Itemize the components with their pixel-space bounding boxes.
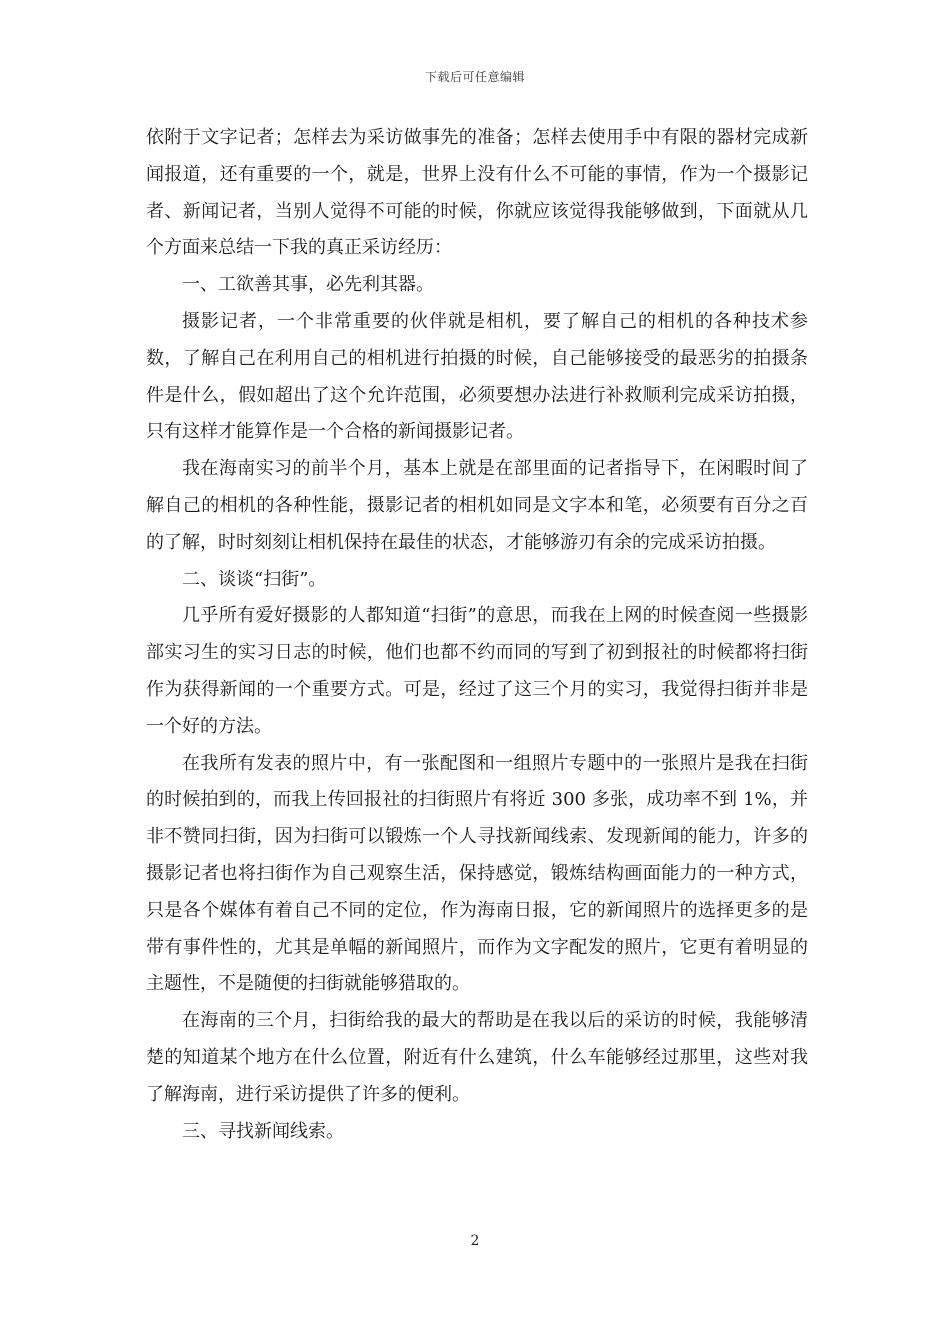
paragraph: 我在海南实习的前半个月，基本上就是在部里面的记者指导下，在闲暇时间了解自己的相机的各种性能，摄影记者的相机如同是文字本和笔，必须要有百分之百的了解，时时刻刻让相机保持在最佳的状态，才能够游刃有余的完成采访拍摄。 [146, 458, 808, 553]
section-heading-3: 三、寻找新闻线索。 [182, 1120, 344, 1142]
document-body [146, 120, 808, 1150]
section-heading-1: 一、工欲善其事，必先利其器。 [182, 274, 434, 296]
paragraph: 在我所有发表的照片中，有一张配图和一组照片专题中的一张照片是我在扫街的时候拍到的，而我上传回报社的扫街照片有将近 300 多张，成功率不到 1%，并非不赞同扫街，因为扫街可以锻炼一个人寻找新闻线索、发现新闻的能力，许多的摄影记者也将扫街作为自己观察生活，保持感觉，锻炼结构画面能力的一种方式，只是各个媒体有着自己不同的定位，作为海南日报，它的新闻照片的选择更多的是带有事件性的，尤其是单幅的新闻照片，而作为文字配发的照片，它更有着明显的主题性，不是随便的扫街就能够猎取的。 [146, 752, 808, 995]
page-number: 2 [470, 1233, 480, 1249]
section-heading-2: 二、谈谈“扫街”。 [182, 568, 327, 590]
paragraph-continuation: 依附于文字记者；怎样去为采访做事先的准备；怎样去使用手中有限的器材完成新闻报道，还有重要的一个，就是，世界上没有什么不可能的事情，作为一个摄影记者、新闻记者，当别人觉得不可能的时候，你就应该觉得我能够做到，下面就从几个方面来总结一下我的真正采访经历： [146, 127, 808, 259]
paragraph: 在海南的三个月，扫街给我的最大的帮助是在我以后的采访的时候，我能够清楚的知道某个地方在什么位置，附近有什么建筑，什么车能够经过那里，这些对我了解海南，进行采访提供了许多的便利。 [146, 1010, 808, 1105]
paragraph: 摄影记者，一个非常重要的伙伴就是相机，要了解自己的相机的各种技术参数，了解自己在利用自己的相机进行拍摄的时候，自己能够接受的最恶劣的拍摄条件是什么，假如超出了这个允许范围，必须要想办法进行补救顺利完成采访拍摄，只有这样才能算作是一个合格的新闻摄影记者。 [146, 310, 808, 443]
paragraph: 几乎所有爱好摄影的人都知道“扫街”的意思，而我在上网的时候查阅一些摄影部实习生的实习日志的时候，他们也都不约而同的写到了初到报社的时候都将扫街作为获得新闻的一个重要方式。可是，经过了这三个月的实习，我觉得扫街并非是一个好的方法。 [146, 605, 808, 737]
page-header: 下载后可任意编辑 [424, 70, 525, 84]
